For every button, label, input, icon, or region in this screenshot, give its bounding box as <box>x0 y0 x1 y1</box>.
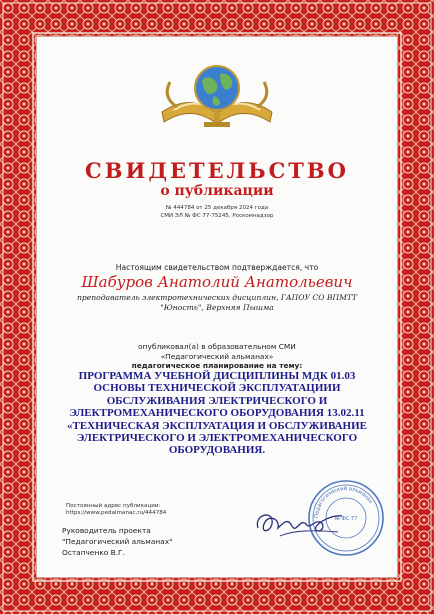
certificate-subtitle: о публикации <box>160 183 274 199</box>
publication-url[interactable]: https://www.pedalmanac.ru/444784 <box>66 510 167 516</box>
signatory-org: "Педагогический альманах" <box>62 537 173 546</box>
media-registration: СМИ ЭЛ № ФС 77-75245, Роскомнадзор <box>160 213 274 219</box>
signatory-role: Руководитель проекта <box>62 526 151 535</box>
author-position: преподаватель электротехнических дисциплин, ГАПОУ СО ВПМТТ "Юность", Верхняя Пышма <box>77 293 357 312</box>
stamp-center-text: № ФС 77 <box>334 516 358 522</box>
published-in-text: опубликовал(а) в образовательном СМИ <box>138 342 296 351</box>
stamp-seal-icon <box>306 478 386 558</box>
confirmation-text: Настоящим свидетельством подтверждается, что <box>115 263 319 272</box>
certificate-title: СВИДЕТЕЛЬСТВО <box>85 158 349 183</box>
work-title: ПРОГРАММА УЧЕБНОЙ ДИСЦИПЛИНЫ МДК 01.03 ОСНОВЫ ТЕХНИЧЕСКОЙ ЭКСПЛУАТАЦИИИ ОБСЛУЖИВАНИЯ ЭЛЕКТРИЧЕСКОГО И ЭЛЕКТРОМЕХАНИЧЕСКОГО ОБОРУДОВАНИЯ 13.02.11 «ТЕХНИЧЕСКАЯ ЭКСПЛУАТАЦИЯ И ОБСЛУЖИВАНИЕ ЭЛЕКТРИЧЕСКОГО И ЭЛЕКТРОМЕХАНИЧЕСКОГО ОБОРУДОВАНИЯ. <box>66 370 367 457</box>
author-name: Шабуров Анатолий Анатольевич <box>81 273 353 291</box>
media-name: «Педагогический альманах» <box>160 352 274 361</box>
material-type: педагогическое планирование на тему: <box>131 361 303 370</box>
signatory-name: Остапченко В.Г. <box>62 548 125 557</box>
globe-emblem-icon <box>152 52 282 152</box>
registration-number: № 444784 от 25 декабря 2024 года <box>165 205 269 211</box>
address-label: Постоянный адрес публикации: <box>66 503 161 509</box>
stamp-ring-text: Педагогический альманах <box>313 485 374 519</box>
